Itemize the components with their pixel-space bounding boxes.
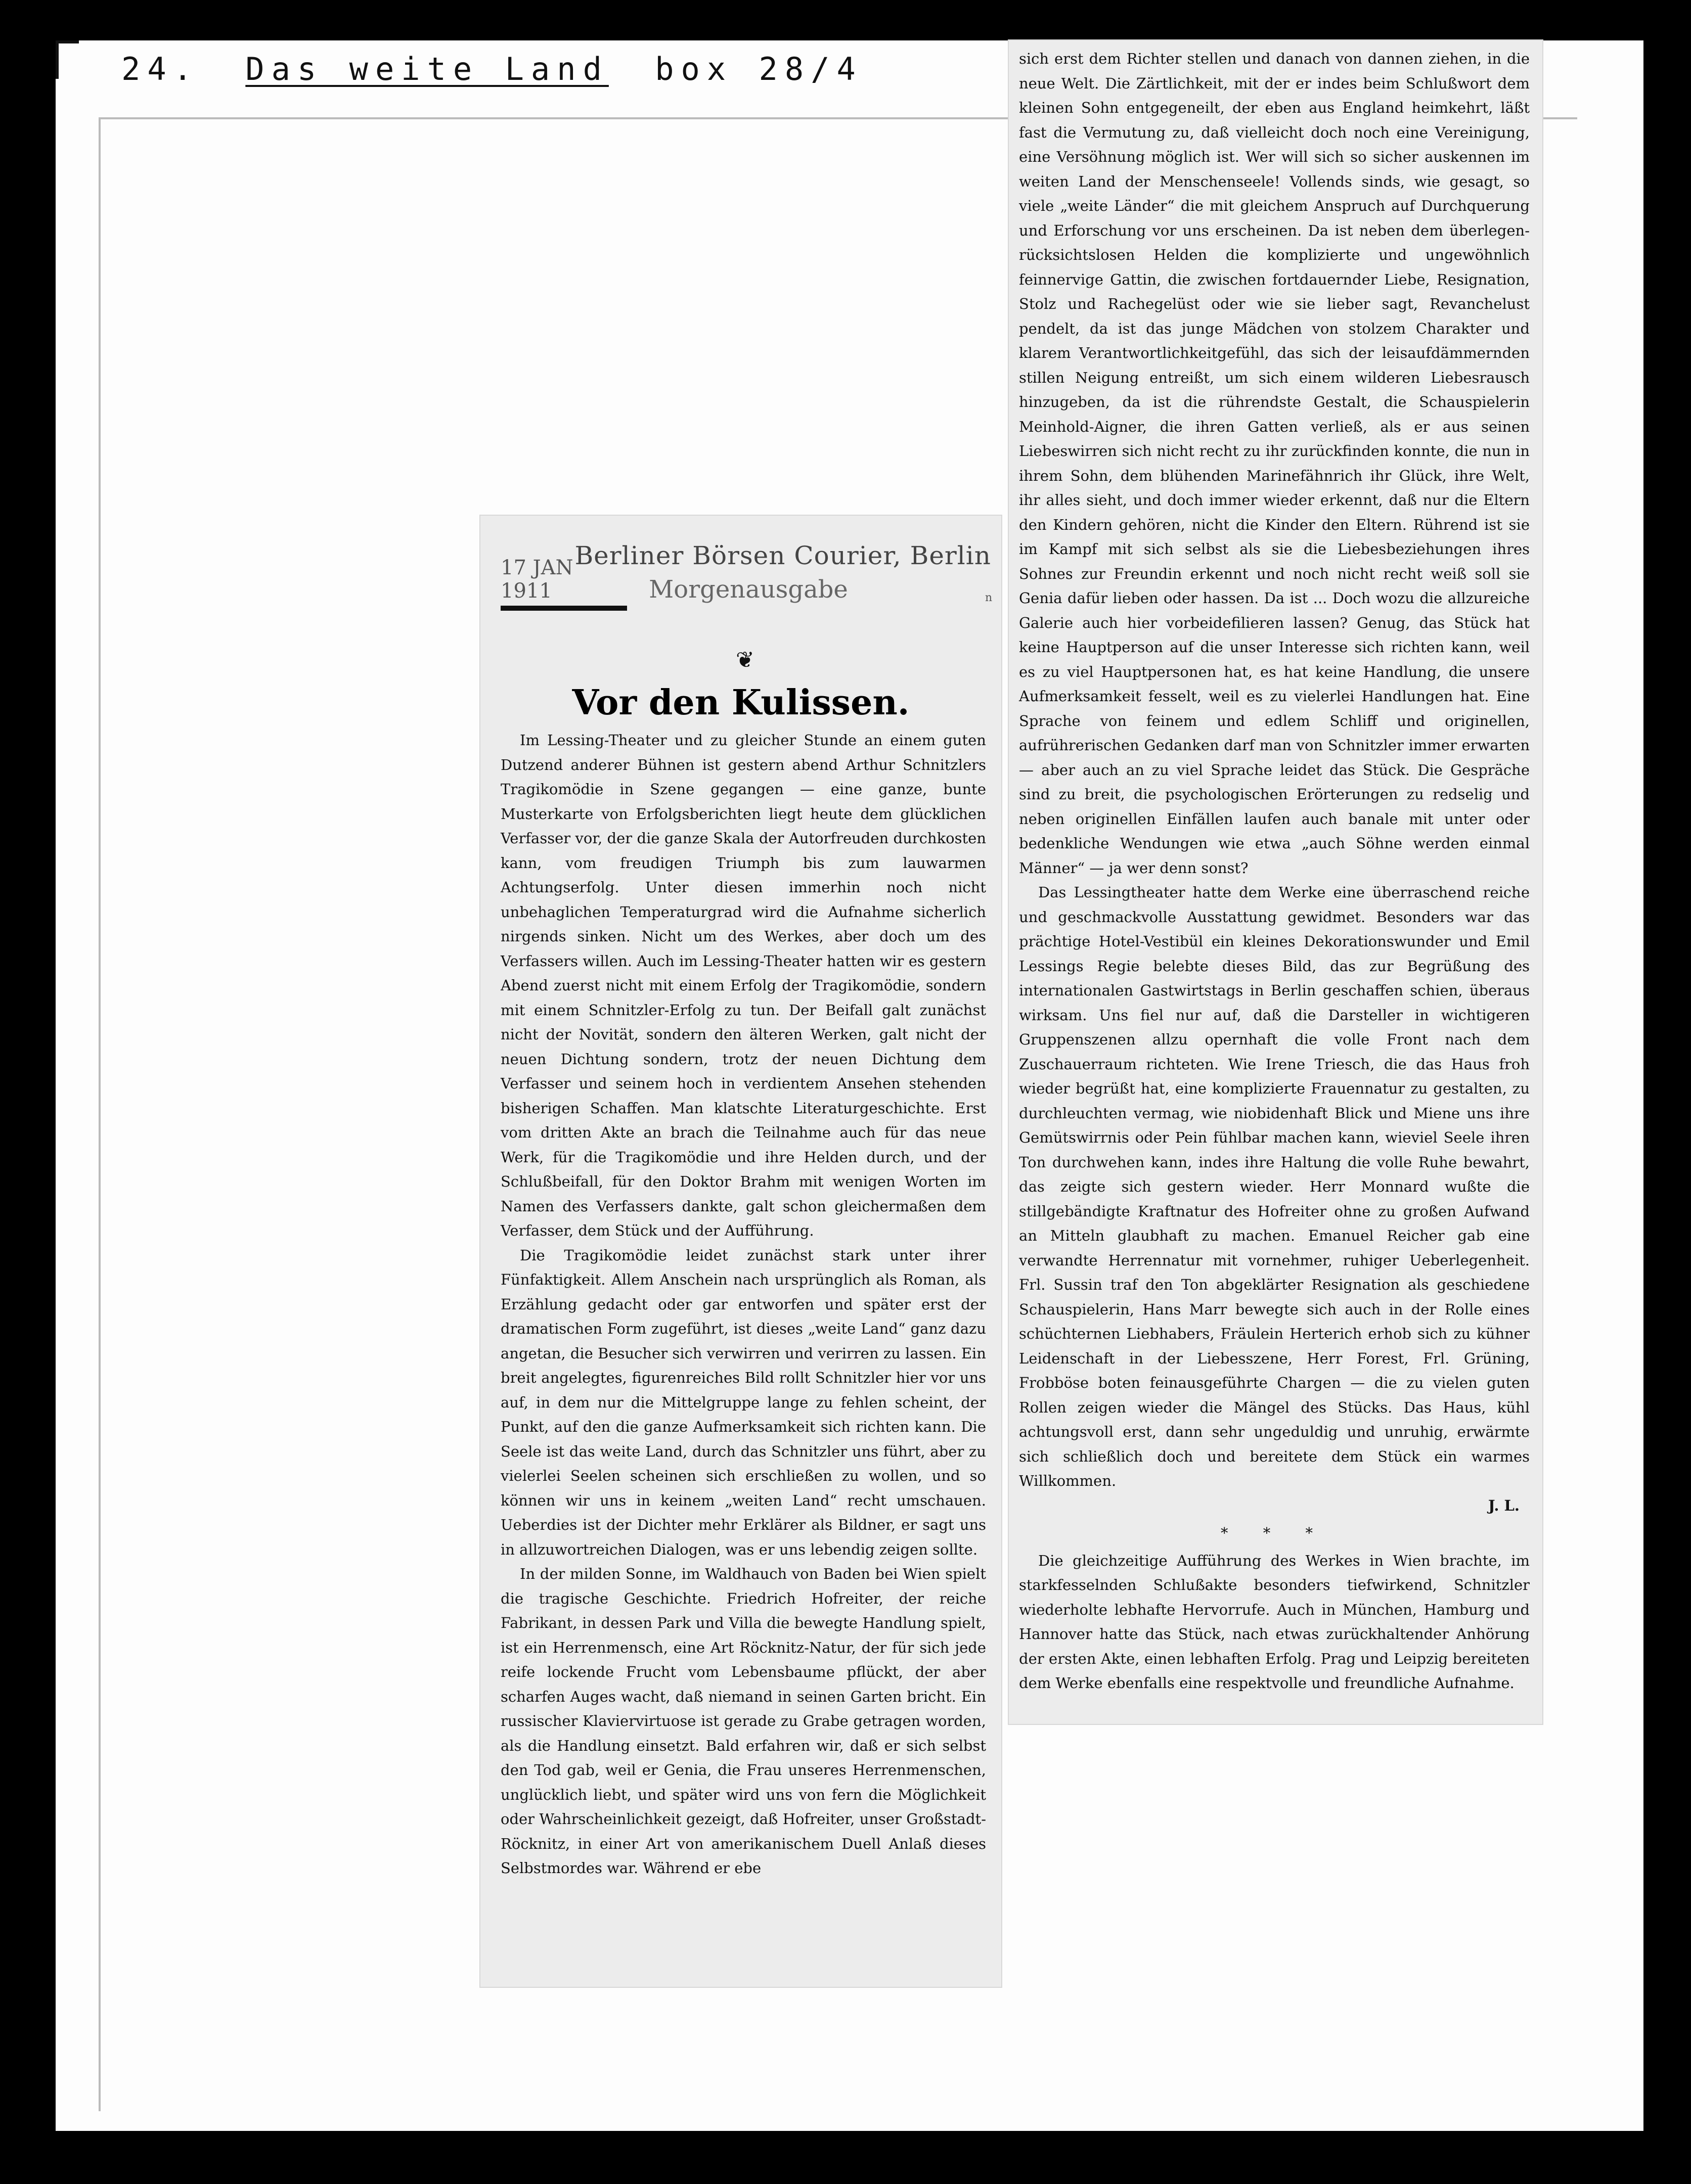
folder-number: 24.	[121, 51, 199, 87]
article-paragraph: Im Lessing-Theater und zu gleicher Stunde an einem guten Dutzend anderer Bühnen ist gestern abend Arthur Schnitzlers Tragikomödie in Szene gegangen — eine ganze, bunte Musterkarte von Erfolgsberichten liegt heute dem glücklichen Verfasser vor, der die ganze Skala der Autorfreuden durchkosten kann, vom freudigen Triumph bis zum lauwarmen Achtungserfolg. Unter diesen immerhin noch nicht unbehaglichen Temperaturgrad wird die Aufnahme sicherlich nirgends sinken. Nicht um des Werkes, aber doch um des Verfassers willen. Auch im Lessing-Theater hatten wir es gestern Abend zuerst nicht mit einem Erfolg der Tragikomödie, sondern mit einem Schnitzler-Erfolg zu tun. Der Beifall galt zunächst nicht der Novität, sondern den älteren Werken, galt nicht der neuen Dichtung sondern, trotz der neuen Dichtung dem Verfasser und seinem hoch in verdientem Ansehen stehenden bisherigen Schaffen. Man klatschte Literaturgeschichte. Erst vom dritten Akte an brach die Teilnahme auch für das neue Werk, für die Tragikomödie und ihre Helden durch, und der Schlußbeifall, für den Doktor Brahm mit wenigen Worten im Namen des Verfassers dankte, galt schon gleichermaßen dem Verfasser, dem Stück und der Aufführung.	[501, 732, 986, 1239]
article-paragraph: In der milden Sonne, im Waldhauch von Baden bei Wien spielt die tragische Geschichte. Friedrich Hofreiter, der reiche Fabrikant, in dessen Park und Villa die bewegte Handlung spielt, ist ein Herrenmensch, eine Art Röcknitz-Natur, der für sich jede reife lockende Frucht vom Lebensbaume pflückt, der aber scharfen Auges wacht, daß niemand in seinen Garten bricht. Ein russischer Klaviervirtuose ist gerade zu Grabe getragen worden, als die Handlung einsetzt. Bald erfahren wir, daß er sich selbst den Tod gab, weil er Genia, die Frau unseres Herrenmenschen, unglücklich liebt, und später wird uns von fern die Möglichkeit oder Wahrscheinlichkeit gezeigt, daß Hofreiter, unser Großstadt-Röcknitz, in einer Art von amerikanischem Duell Anlaß dieses Selbstmordes war. Während er ebe	[501, 1565, 986, 1877]
stamp-date: 17 JAN 1911	[501, 556, 627, 611]
newspaper-stamp	[501, 541, 991, 604]
article-paragraph: Die Tragikomödie leidet zunächst stark unter ihrer Fünfaktigkeit. Allem Anschein nach ursprünglich als Roman, als Erzählung gedacht oder gar entworfen und später erst der dramatischen Form zugeführt, ist dieses „weite Land“ ganz dazu angetan, die Besucher sich verwirren und verirren zu lassen. Ein breit angelegtes, figurenreiches Bild rollt Schnitzler hier vor uns auf, in dem nur die Mittelgruppe lange zu fehlen scheint, der Punkt, auf den die ganze Aufmerksamkeit sich richten kann. Die Seele ist das weite Land, durch das Schnitzler uns führt, aber zu vielerlei Seelen scheinen sich erschließen zu wollen, und so können wir uns in keinem „weiten Land“ recht umschauen. Ueberdies ist der Dichter mehr Erklärer als Bildner, er sagt uns in allzuwortreichen Dialogen, was er uns lebendig zeigen sollte.	[501, 1246, 986, 1558]
stamp-edge-mark: n	[985, 592, 993, 604]
ornament-icon: ❦	[736, 647, 754, 673]
folder-label	[121, 51, 883, 87]
section-divider: * * *	[1221, 1524, 1328, 1541]
article-paragraph: Die gleichzeitige Aufführung des Werkes in Wien brachte, im starkfesselnden Schlußakte besonders tiefwirkend, Schnitzler wiederholte lebhafte Hervorrufe. Auch in München, Hamburg und Hannover hatte das Stück, nach etwas zurückhaltender Anhörung der ersten Akte, einen lebhaften Erfolg. Prag und Leipzig bereiteten dem Werke ebenfalls eine respektvolle und freundliche Aufnahme.	[1019, 1552, 1530, 1692]
article-headline: Vor den Kulissen.	[572, 682, 910, 723]
stamp-edition: Morgenausgabe	[649, 575, 848, 604]
article-column-right	[1019, 47, 1530, 1696]
author-signature: J. L.	[1488, 1496, 1520, 1514]
stamp-newspaper-name: Berliner Börsen Courier, Berlin	[574, 541, 991, 570]
folder-box: box 28/4	[655, 51, 863, 87]
article-paragraph: Das Lessingtheater hatte dem Werke eine überraschend reiche und geschmackvolle Ausstattung gewidmet. Besonders war das prächtige Hotel-Vestibül ein kleines Dekorationswunder und Emil Lessings Regie belebte dieses Bild, das zur Begrüßung des internationalen Gastwirtstags in Berlin geschaffen schien, überaus wirksam. Uns fiel nur auf, daß die Darsteller in wichtigeren Gruppenszenen allzu opernhaft die volle Front nach dem Zuschauerraum richteten. Wie Irene Triesch, die das Haus froh wieder begrüßt hat, eine komplizierte Frauennatur zu gestalten, zu durchleuchten vermag, wie niobidenhaft Blick und Miene uns ihre Gemütswirrnis oder Pein fühlbar machen kann, wieviel Seele ihren Ton durchwehen kann, indes ihre Haltung die volle Ruhe bewahrt, das zeigte sich gestern wieder. Herr Monnard wußte die stillgebändigte Kraftnatur des Hofreiter ohne zu großen Aufwand an Mitteln glaubhaft zu machen. Emanuel Reicher gab eine verwandte Herrennatur mit vornehmer, ruhiger Ueberlegenheit. Frl. Sussin traf den Ton abgeklärter Resignation als geschiedene Schauspielerin, Hans Marr bewegte sich auch in der Rolle eines schüchternen Liebhabers, Fräulein Herterich erhob sich zu kühner Leidenschaft in der Liebesszene, Herr Forest, Frl. Grüning, Frobböse boten feinausgeführte Chargen — die zu vielen guten Rollen zeigen wieder die Mängel des Stücks. Das Haus, kühl achtungsvoll erst, dann sehr ungeduldig und unruhig, erwärmte sich schließlich doch und bereitete dem Stück ein warmes Willkommen.	[1019, 884, 1530, 1489]
article-column-left	[501, 728, 986, 1881]
folder-title: Das weite Land	[245, 51, 609, 87]
article-paragraph: sich erst dem Richter stellen und danach von dannen ziehen, in die neue Welt. Die Zärtlichkeit, mit der er indes beim Schlußwort dem kleinen Sohn entgegeneilt, der eben aus England heimkehrt, läßt fast die Vermutung zu, daß vielleicht doch noch eine Vereinigung, eine Versöhnung möglich ist. Wer will sich so sicher auskennen im weiten Land der Menschenseele! Vollends sinds, wie gesagt, so viele „weite Länder“ die mit gleichem Anspruch auf Durchquerung und Erforschung vor uns erscheinen. Da ist neben dem überlegen-rücksichtslosen Helden die komplizierte und ungewöhnlich feinnervige Gattin, die zwischen fortdauernder Liebe, Resignation, Stolz und Rachegelüst oder wie sie lieber sagt, Revanchelust pendelt, da ist das junge Mädchen von stolzem Charakter und klarem Verantwortlichkeitgefühl, das sich der leisaufdämmernden stillen Neigung entreißt, um sich einem wilderen Liebesrausch hinzugeben, da ist die rührendste Gestalt, die Schauspielerin Meinhold-Aigner, die ihren Gatten verließ, als er aus seinen Liebeswirren sich nicht recht zu ihr zurückfinden konnte, die nun in ihrem Sohn, dem blühenden Marinefähnrich ihr Glück, ihre Welt, ihr alles sieht, und doch immer wieder erkennt, daß nur die Eltern den Kindern gehören, nicht die Kinder den Eltern. Rührend ist sie im Kampf mit sich selbst als sie die Liebesbeziehungen ihres Sohnes zur Freundin erkennt und noch nicht recht weiß soll sie Genia dafür lieben oder hassen. Da ist ... Doch wozu die allzureiche Galerie auch hier vorbeidefilieren lassen? Genug, das Stück hat keine Hauptperson auf die unser Interesse sich richten kann, weil es zu viel Hauptpersonen hat, es hat keine Handlung, die unsere Aufmerksamkeit fesselt, weil es zu vielerlei Handlungen hat. Eine Sprache von feinem und edlem Schliff und originellen, aufrührerischen Gedanken darf man von Schnitzler immer erwarten — aber auch an zu viel Sprache leidet das Stück. Die Gespräche sind zu breit, die psychologischen Erörterungen zu redselig und neben originellen Einfällen laufen auch banale mit unter oder bedenkliche Wendungen wie etwa „auch Söhne werden einmal Männer“ — ja wer denn sonst?	[1019, 50, 1530, 877]
corner-mark	[56, 40, 79, 79]
